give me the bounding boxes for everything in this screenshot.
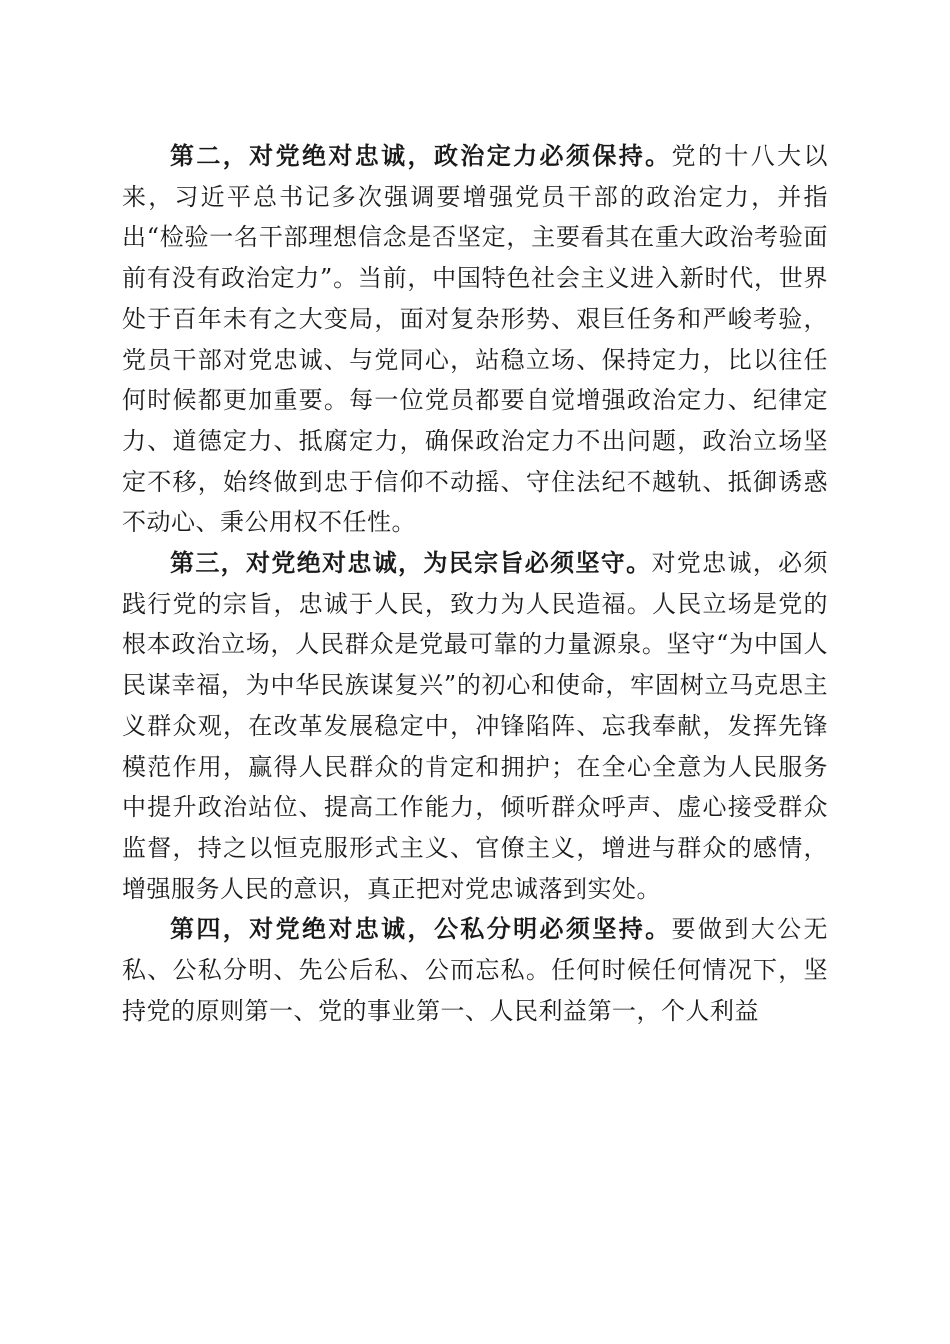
paragraph-body: 要做到大公无私、公私分明、先公后私、公而忘私。任何时候任何情况下，坚持党的原则第一、党的事业第一、人民利益第一，个人利益 [122, 915, 829, 1025]
paragraph-third [122, 543, 828, 909]
paragraph-second [122, 136, 828, 543]
paragraph-heading: 第四，对党绝对忠诚，公私分明必须坚持。 [170, 914, 672, 944]
paragraph-body: 对党忠诚，必须践行党的宗旨，忠诚于人民，致力为人民造福。人民立场是党的根本政治立场，人民群众是党最可靠的力量源泉。坚守“为中国人民谋幸福，为中华民族谋复兴”的初心和使命，牢固树立马克思主义群众观，在改革发展稳定中，冲锋陷阵、忘我奉献，发挥先锋模范作用，赢得人民群众的肯定和拥护；在全心全意为人民服务中提升政治站位、提高工作能力，倾听群众呼声、虚心接受群众监督，持之以恒克服形式主义、官僚主义，增进与群众的感情，增强服务人民的意识，真正把对党忠诚落到实处。 [122, 549, 829, 903]
paragraph-body: 党的十八大以来，习近平总书记多次强调要增强党员干部的政治定力，并指出“检验一名干部理想信念是否坚定，主要看其在重大政治考验面前有没有政治定力”。当前，中国特色社会主义进入新时代，世界处于百年未有之大变局，面对复杂形势、艰巨任务和严峻考验，党员干部对党忠诚、与党同心，站稳立场、保持定力，比以往任何时候都更加重要。每一位党员都要自觉增强政治定力、纪律定力、道德定力、抵腐定力，确保政治定力不出问题，政治立场坚定不移，始终做到忠于信仰不动摇、守住法纪不越轨、抵御诱惑不动心、秉公用权不任性。 [122, 142, 829, 537]
paragraph-heading: 第三，对党绝对忠诚，为民宗旨必须坚守。 [170, 548, 652, 578]
paragraph-heading: 第二，对党绝对忠诚，政治定力必须保持。 [170, 141, 672, 170]
paragraph-fourth [122, 909, 828, 1031]
document-page [122, 136, 828, 1031]
